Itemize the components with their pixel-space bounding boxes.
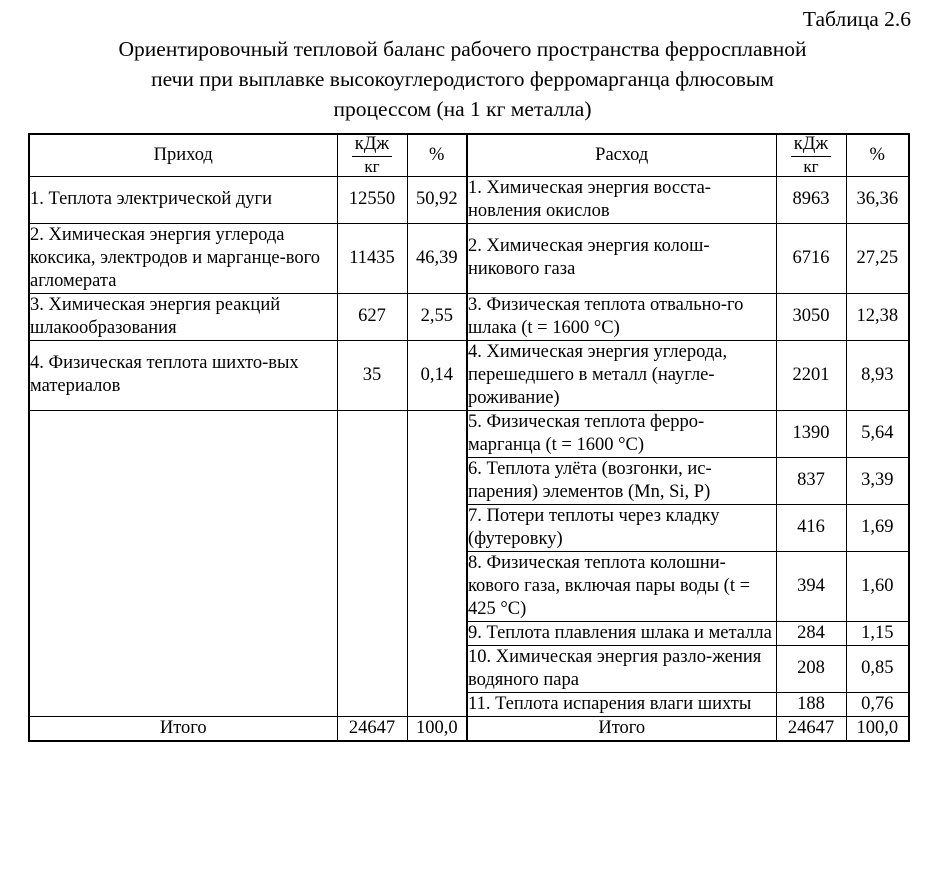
table-row	[29, 223, 909, 293]
income-item-pct: 2,55	[407, 293, 467, 340]
table-number-caption: Таблица 2.6	[802, 7, 911, 31]
expense-item-kdj: 2201	[776, 340, 846, 410]
expense-item-pct: 12,38	[846, 293, 909, 340]
income-blank-cell	[29, 410, 337, 716]
expense-item-kdj: 394	[776, 551, 846, 621]
income-item-name: 3. Химическая энергия реакций шлакообразования	[29, 293, 337, 340]
table-header-row	[29, 134, 909, 176]
expense-item-name: 10. Химическая энергия разло-жения водяного пара	[467, 645, 776, 692]
income-item-kdj: 35	[337, 340, 407, 410]
expense-total-kdj: 24647	[776, 716, 846, 741]
expense-item-kdj: 837	[776, 457, 846, 504]
expense-item-pct: 3,39	[846, 457, 909, 504]
expense-item-pct: 0,85	[846, 645, 909, 692]
fraction-numerator: кДж	[352, 135, 392, 157]
table-row	[29, 340, 909, 410]
income-blank-kdj-cell	[337, 410, 407, 716]
expense-item-kdj: 188	[776, 692, 846, 716]
expense-item-name: 5. Физическая теплота ферро-марганца (t = 1600 °C)	[467, 410, 776, 457]
header-expense-percent: %	[846, 134, 909, 176]
expense-item-name: 8. Физическая теплота колошни-кового газа, включая пары воды (t = 425 °C)	[467, 551, 776, 621]
table-row	[29, 176, 909, 223]
header-income-label: Приход	[29, 134, 337, 176]
expense-item-name: 6. Теплота улёта (возгонки, ис-парения) элементов (Mn, Si, P)	[467, 457, 776, 504]
table-title-line-2: печи при выплавке высокоуглеродистого ферромарганца флюсовым	[151, 67, 774, 91]
fraction-denominator: кг	[364, 156, 380, 176]
income-total-kdj: 24647	[337, 716, 407, 741]
expense-item-pct: 1,69	[846, 504, 909, 551]
expense-item-kdj: 208	[776, 645, 846, 692]
expense-item-pct: 1,15	[846, 621, 909, 645]
header-expense-label: Расход	[467, 134, 776, 176]
expense-item-name: 4. Химическая энергия углерода, перешедшего в металл (наугле-роживание)	[467, 340, 776, 410]
table-total-row	[29, 716, 909, 741]
table-row	[29, 410, 909, 457]
expense-item-name: 7. Потери теплоты через кладку (футеровку)	[467, 504, 776, 551]
income-item-kdj: 12550	[337, 176, 407, 223]
table-title-line-1: Ориентировочный тепловой баланс рабочего пространства ферросплавной	[118, 37, 807, 61]
income-item-name: 1. Теплота электрической дуги	[29, 176, 337, 223]
income-item-pct: 50,92	[407, 176, 467, 223]
income-item-pct: 0,14	[407, 340, 467, 410]
heat-balance-table-wrapper	[28, 133, 908, 742]
expense-item-name: 9. Теплота плавления шлака и металла	[467, 621, 776, 645]
header-expense-unit	[776, 134, 846, 176]
income-item-name: 4. Физическая теплота шихто-вых материалов	[29, 340, 337, 410]
income-total-pct: 100,0	[407, 716, 467, 741]
fraction-kdj-per-kg	[352, 135, 392, 176]
fraction-denominator: кг	[803, 156, 819, 176]
expense-item-pct: 36,36	[846, 176, 909, 223]
expense-item-name: 1. Химическая энергия восста-новления окислов	[467, 176, 776, 223]
income-item-kdj: 11435	[337, 223, 407, 293]
expense-item-kdj: 284	[776, 621, 846, 645]
expense-total-pct: 100,0	[846, 716, 909, 741]
table-title-line-3: процессом (на 1 кг металла)	[333, 97, 592, 121]
header-income-percent: %	[407, 134, 467, 176]
expense-item-name: 2. Химическая энергия колош-никового газа	[467, 223, 776, 293]
expense-item-pct: 0,76	[846, 692, 909, 716]
expense-item-pct: 27,25	[846, 223, 909, 293]
expense-item-kdj: 1390	[776, 410, 846, 457]
expense-item-kdj: 8963	[776, 176, 846, 223]
table-row	[29, 293, 909, 340]
expense-item-kdj: 6716	[776, 223, 846, 293]
income-item-name: 2. Химическая энергия углерода коксика, электродов и марганце-вого агломерата	[29, 223, 337, 293]
expense-item-kdj: 3050	[776, 293, 846, 340]
income-total-label: Итого	[29, 716, 337, 741]
income-item-pct: 46,39	[407, 223, 467, 293]
expense-item-name: 3. Физическая теплота отвально-го шлака (t = 1600 °C)	[467, 293, 776, 340]
expense-total-label: Итого	[467, 716, 776, 741]
header-income-unit	[337, 134, 407, 176]
fraction-kdj-per-kg	[791, 135, 831, 176]
expense-item-pct: 1,60	[846, 551, 909, 621]
expense-item-name: 11. Теплота испарения влаги шихты	[467, 692, 776, 716]
income-item-kdj: 627	[337, 293, 407, 340]
fraction-numerator: кДж	[791, 135, 831, 157]
income-blank-pct-cell	[407, 410, 467, 716]
heat-balance-table	[28, 133, 910, 742]
expense-item-pct: 5,64	[846, 410, 909, 457]
expense-item-pct: 8,93	[846, 340, 909, 410]
table-title	[0, 34, 925, 124]
expense-item-kdj: 416	[776, 504, 846, 551]
